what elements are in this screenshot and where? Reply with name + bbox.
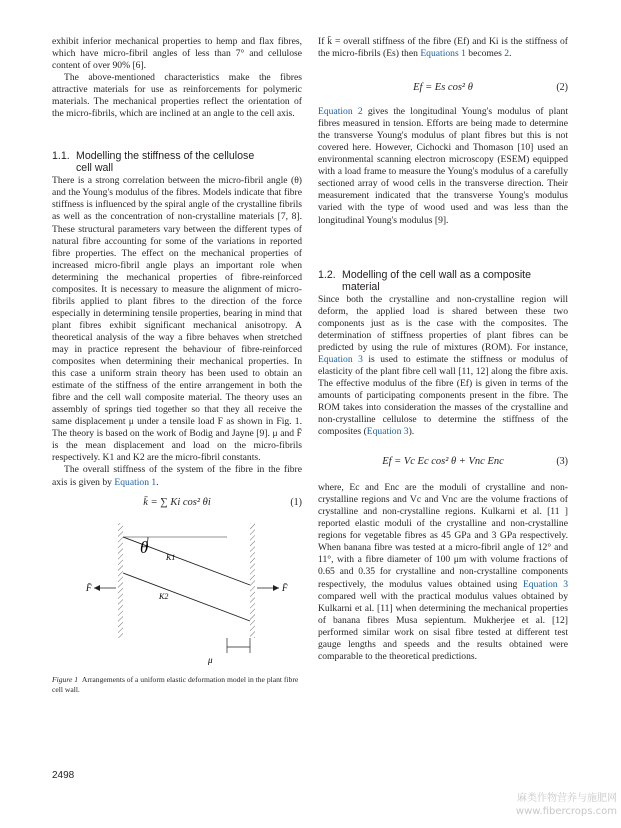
k2-label: K2	[159, 591, 169, 601]
equation-3-number: (3)	[556, 456, 568, 468]
equations-1-link[interactable]: Equations 1	[420, 48, 466, 60]
section-title-line1: Modelling the stiffness of the cellulose	[76, 150, 255, 163]
r-para2-text: gives the longitudinal Young's modulus of plant fibres measured in tension. Efforts are being made to determine the transverse Young's modulus of plant fibres but this is not covered here. However, Cichocki and Thomason [10] used an environmental scanning electron microscopy (ESEM) equipped with a load frame to measure the Young's modulus of a carefully sectioned array of wood cells in the transverse direction. Their measurement indicated that the transverse Young's modulus varied with the type of wood used and was less than the longitudinal Young's modulus [9].	[318, 106, 568, 226]
theta-label: θ	[140, 537, 149, 557]
left-paragraph-4	[52, 464, 302, 488]
right-paragraph-1	[318, 36, 568, 60]
r-para4-pre: where, Ec and Enc are the moduli of crystalline and non-crystalline regions and Vc and Vnc are the volume fractions of crystalline and non-crystalline regions. Kulkarni et al. [11 ] reported elastic moduli of the crystalline and non-crystalline regions for vegetable fibres as 45 GPa and 3 GPa respectively. When banana fibre was tested at a micro-fibril angle of 12° and 11°, with a fibre diameter of 100 μm with volume fractions of 0.65 and 0.35 for crystalline and non-crystalline components respectively, the modulus values obtained using	[318, 482, 568, 590]
left-arrowhead	[94, 585, 100, 591]
section-number: 1.2.	[318, 268, 336, 281]
watermark-line2: www.fibercrops.com	[515, 806, 617, 817]
para4-text-post: .	[156, 476, 159, 488]
section-gap	[52, 120, 302, 150]
equation-2	[318, 60, 568, 106]
section-number: 1.1.	[52, 150, 70, 163]
left-force-label: F̄	[86, 582, 92, 593]
para4-text-pre: The overall stiffness of the system of the fibre in the fibre axis is given by	[52, 464, 302, 488]
r-para1-mid: becomes	[465, 48, 505, 60]
watermark	[516, 792, 617, 818]
section-title-line2: material	[342, 280, 380, 293]
right-column	[318, 36, 568, 663]
section-heading-1-1	[52, 150, 302, 174]
left-paragraph-2: The above-mentioned characteristics make the fibres attractive materials for use as reinforcements for polymeric materials. The mechanical properties reflect the orientation of the micro-fibrils, which are inclined at an angle to the cell axis.	[52, 72, 302, 120]
left-paragraph-3: There is a strong correlation between the micro-fibril angle (θ) and the Young's modulus of the fibres. Models indicate that fibre stiffness is influenced by the spiral angle of the crystalline fibrils as well as the concentration of non-crystalline materials [7, 8]. These structural parameters vary between the different types of natural fibre accounting for some of the variations in reported fibre properties. The effect on the mechanical properties of increased micro-fibril angle plays an important role when determining the mechanical properties of fibre-reinforced composites. It is necessary to measure the alignment of micro-fibrils applied to plant fibres to the direction of the force especially in determining tensile properties, bearing in mind that plant fibres exhibit significant mechanical anisotropy. A theoretical analysis of the way a fibre behaves when stretched may in practice represent the behaviour of fibre-reinforced composites when determining their mechanical properties. In this case a uniform strain theory has been used to obtain an estimate of the stiffness of the entire arrangement in both the fibre and the cell wall composite material. The theory uses an assembly of springs tied together so that they all receive the same displacement μ under a tensile load F as shown in Fig. 1. The theory is based on the work of Bodig and Jayne [9]. μ and F̄ is the mean displacement and load on the micro-fibrils respectively. K1 and K2 are the micro-fibril constants.	[52, 175, 302, 464]
equation-2-formula: Ef = Es cos² θ	[413, 82, 473, 94]
right-arrowhead	[273, 585, 279, 591]
right-force-label: F̄	[282, 582, 288, 593]
section-heading-1-2	[318, 269, 568, 293]
r-para4-post: compared well with the practical modulus values obtained by Kulkarni et al. [11] when determining the mechanical properties of banana fibres Musa sepientum. Mukherjee et al. [12] performed similar work on sisal fibre tested at different test gauge lengths and speeds and the results obtained were comparable to the theoretical predictions.	[318, 590, 568, 662]
equation-3-link-3[interactable]: Equation 3	[522, 578, 568, 590]
equation-2-ref-link[interactable]: Equation 2	[318, 106, 363, 118]
figure-1	[52, 523, 302, 673]
equation-1-number: (1)	[290, 496, 302, 508]
equation-3-link[interactable]: Equation 3	[318, 353, 363, 365]
equation-3	[318, 438, 568, 482]
mu-label: μ	[208, 654, 213, 665]
right-paragraph-2	[318, 106, 568, 226]
r-para1-pre: If k̄ = overall stiffness of the fibre (Ef) and Ki is the stiffness of the micro-fibrils (Es) then	[318, 36, 568, 60]
section-title-line2: cell wall	[76, 162, 114, 175]
r-para3-mid: is used to estimate the stiffness or modulus of elasticity of the plant fibre cell wall [11, 12] along the fibre axis. The effective modulus of the fibre (Ef) is given in terms of the amounts of participating components present in the fibre. The ROM takes into consideration the masses of the crystalline and non-crystalline cellulose to determine the stiffness of the composites (	[318, 353, 568, 438]
left-column	[52, 36, 302, 695]
equation-2-link[interactable]: 2	[504, 48, 510, 60]
spring-model-diagram	[52, 523, 302, 673]
figure-label: Figure 1	[52, 674, 79, 684]
left-support	[118, 523, 123, 638]
r-para3-post: ).	[408, 426, 415, 438]
watermark-line1: 麻类作物营养与施肥网	[517, 793, 617, 804]
section-title-line1: Modelling of the cell wall as a composite	[342, 268, 532, 281]
k1-label: K1	[166, 552, 176, 562]
right-paragraph-3	[318, 294, 568, 439]
equation-1-formula: k̄ = ∑ Ki cos² θi	[143, 496, 211, 508]
spring-k2	[123, 573, 250, 621]
right-paragraph-4	[318, 482, 568, 663]
left-paragraph-1: exhibit inferior mechanical properties to hemp and flax fibres, which have micro-fibril angles of less than 7° and cellulose content of over 90% [6].	[52, 36, 302, 72]
page-number: 2498	[52, 770, 75, 781]
r-para1-post: .	[509, 48, 512, 60]
figure-caption-text: Arrangements of a uniform elastic deformation model in the plant fibre cell wall.	[52, 674, 299, 694]
equation-2-number: (2)	[556, 82, 568, 94]
figure-1-caption	[52, 675, 302, 695]
equation-3-link-2[interactable]: Equation 3	[366, 426, 409, 438]
r-para3-pre: Since both the crystalline and non-crystalline region will deform, the applied load is shared between these two components just as is the case with the composites. The determination of stiffness properties of plant fibres can be predicted by using the rule of mixtures (ROM). For instance,	[318, 293, 568, 353]
equation-1	[52, 489, 302, 519]
section-gap	[318, 227, 568, 269]
equation-3-formula: Ef = Vc Ec cos² θ + Vnc Enc	[382, 456, 504, 468]
right-support	[250, 523, 255, 638]
equation-1-link[interactable]: Equation 1	[114, 476, 157, 488]
